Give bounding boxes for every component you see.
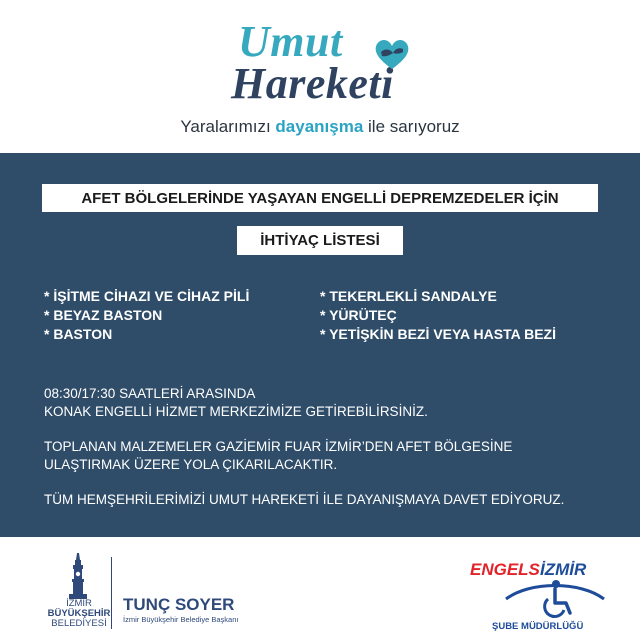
needs-list-title: İHTİYAÇ LİSTESİ — [237, 226, 403, 255]
municipality-name-line2: BÜYÜKŞEHİR — [47, 608, 111, 619]
mayor-title: İzmir Büyükşehir Belediye Başkanı — [123, 615, 239, 624]
info-line: KONAK ENGELLİ HİZMET MERKEZİMİZE GETİREBİLİRSİNİZ. — [44, 404, 428, 419]
info-panel — [0, 153, 640, 537]
engelsiz-logo-subtitle: ŞUBE MÜDÜRLÜĞÜ — [492, 621, 584, 632]
list-item: * İŞİTME CİHAZI VE CİHAZ PİLİ — [44, 288, 250, 304]
list-item: * TEKERLEKLİ SANDALYE — [320, 288, 497, 304]
delivery-info — [44, 438, 512, 474]
clock-tower-icon — [58, 553, 98, 599]
header — [0, 0, 640, 153]
panel-heading: AFET BÖLGELERİNDE YAŞAYAN ENGELLİ DEPREMZEDELER İÇİN — [42, 184, 598, 212]
tagline-accent: dayanışma — [275, 117, 364, 136]
tagline — [0, 117, 640, 137]
list-item: * YETİŞKİN BEZİ VEYA HASTA BEZİ — [320, 326, 556, 342]
info-line: TOPLANAN MALZEMELER GAZİEMİR FUAR İZMİR’DEN AFET BÖLGESİNE — [44, 439, 513, 454]
info-line: 08:30/17:30 SAATLERİ ARASINDA — [44, 386, 256, 401]
heart-hands-icon — [372, 36, 412, 72]
info-line: TÜM HEMŞEHRİLERİMİZİ UMUT HAREKETİ İLE DAYANIŞMAYA DAVET EDİYORUZ. — [44, 492, 565, 507]
wheelchair-icon — [500, 577, 610, 621]
list-item: * YÜRÜTEÇ — [320, 307, 397, 323]
info-line: ULAŞTIRMAK ÜZERE YOLA ÇIKARILACAKTIR. — [44, 457, 338, 472]
invitation-info — [44, 491, 564, 509]
engelsiz-logo-word1: ENGELS — [470, 560, 540, 579]
logo-line-hareketi: Hareketi — [231, 59, 394, 108]
engelsiz-logo-word2: İZMİR — [540, 560, 587, 579]
mayor-name: TUNÇ SOYER — [123, 595, 235, 614]
needs-list-right — [320, 287, 556, 344]
logo-line-umut: Umut — [238, 17, 343, 66]
municipality-name-line1: İZMİR — [66, 598, 92, 609]
footer — [0, 537, 640, 640]
tagline-post: ile sarıyoruz — [363, 117, 460, 136]
list-item: * BEYAZ BASTON — [44, 307, 163, 323]
list-item: * BASTON — [44, 326, 113, 342]
footer-divider — [111, 557, 112, 629]
tagline-pre: Yaralarımızı — [180, 117, 276, 136]
needs-list-left — [44, 287, 249, 344]
drop-off-info — [44, 385, 428, 421]
municipality-name-line3: BELEDİYESİ — [51, 618, 107, 629]
